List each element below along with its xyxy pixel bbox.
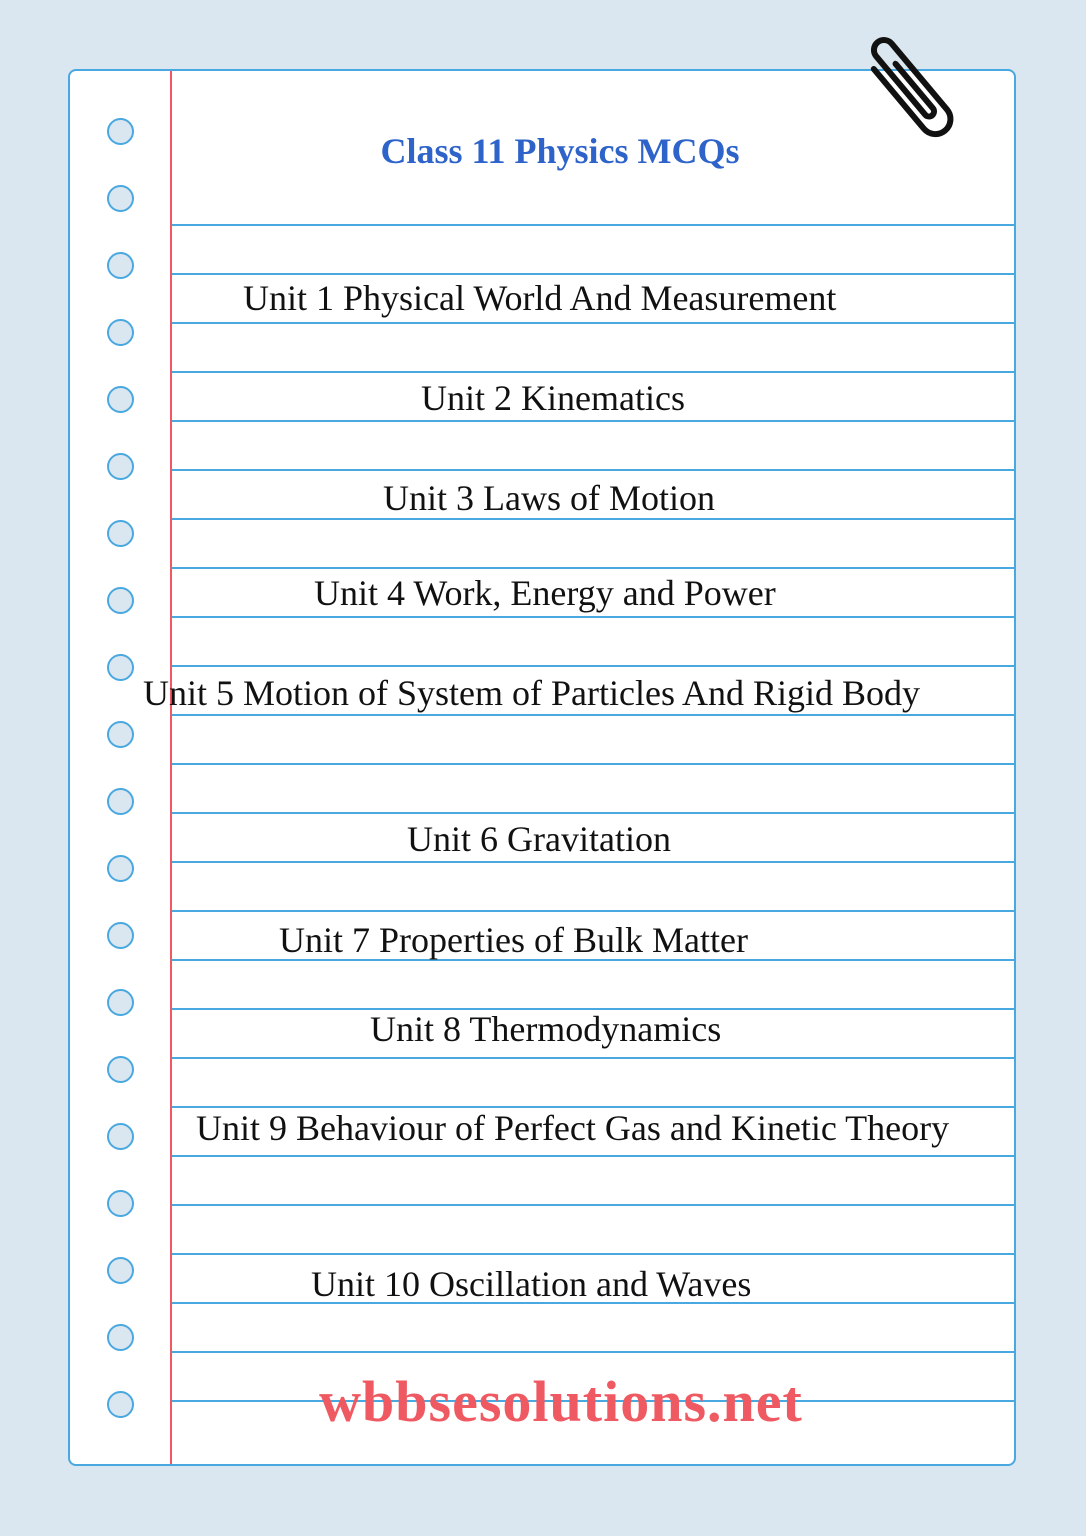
ruled-line <box>172 1057 1014 1059</box>
page-title: Class 11 Physics MCQs <box>380 131 740 171</box>
binder-hole-icon <box>107 319 134 346</box>
unit-link-6[interactable]: Unit 6 Gravitation <box>407 819 671 859</box>
unit-link-2[interactable]: Unit 2 Kinematics <box>421 378 685 418</box>
unit-link-7[interactable]: Unit 7 Properties of Bulk Matter <box>279 920 748 960</box>
ruled-line <box>172 763 1014 765</box>
ruled-line <box>172 469 1014 471</box>
unit-link-10[interactable]: Unit 10 Oscillation and Waves <box>311 1264 752 1304</box>
binder-hole-icon <box>107 989 134 1016</box>
binder-hole-icon <box>107 1324 134 1351</box>
unit-link-3[interactable]: Unit 3 Laws of Motion <box>383 478 715 518</box>
unit-link-1[interactable]: Unit 1 Physical World And Measurement <box>243 278 837 318</box>
binder-hole-icon <box>107 1123 134 1150</box>
ruled-line <box>172 322 1014 324</box>
binder-hole-icon <box>107 520 134 547</box>
ruled-line <box>172 224 1014 226</box>
binder-hole-icon <box>107 453 134 480</box>
ruled-line <box>172 420 1014 422</box>
unit-link-4[interactable]: Unit 4 Work, Energy and Power <box>314 573 776 613</box>
binder-hole-icon <box>107 252 134 279</box>
ruled-line <box>172 273 1014 275</box>
site-watermark: wbbsesolutions.net <box>319 1369 803 1434</box>
binder-hole-icon <box>107 1056 134 1083</box>
unit-link-5[interactable]: Unit 5 Motion of System of Particles And Rigid Body <box>143 673 921 713</box>
unit-link-8[interactable]: Unit 8 Thermodynamics <box>370 1009 722 1049</box>
binder-hole-icon <box>107 788 134 815</box>
binder-hole-icon <box>107 1190 134 1217</box>
ruled-line <box>172 1155 1014 1157</box>
binder-hole-icon <box>107 386 134 413</box>
binder-hole-icon <box>107 185 134 212</box>
ruled-line <box>172 567 1014 569</box>
ruled-line <box>172 910 1014 912</box>
binder-hole-icon <box>107 721 134 748</box>
ruled-line <box>172 616 1014 618</box>
ruled-line <box>172 371 1014 373</box>
ruled-line <box>172 1351 1014 1353</box>
margin-line <box>170 71 172 1464</box>
unit-link-9[interactable]: Unit 9 Behaviour of Perfect Gas and Kinetic Theory <box>196 1108 950 1148</box>
ruled-line <box>172 1204 1014 1206</box>
binder-hole-icon <box>107 1257 134 1284</box>
ruled-line <box>172 665 1014 667</box>
binder-hole-icon <box>107 654 134 681</box>
binder-hole-icon <box>107 587 134 614</box>
ruled-line <box>172 812 1014 814</box>
ruled-line <box>172 1253 1014 1255</box>
ruled-line <box>172 861 1014 863</box>
binder-hole-icon <box>107 855 134 882</box>
binder-hole-icon <box>107 922 134 949</box>
